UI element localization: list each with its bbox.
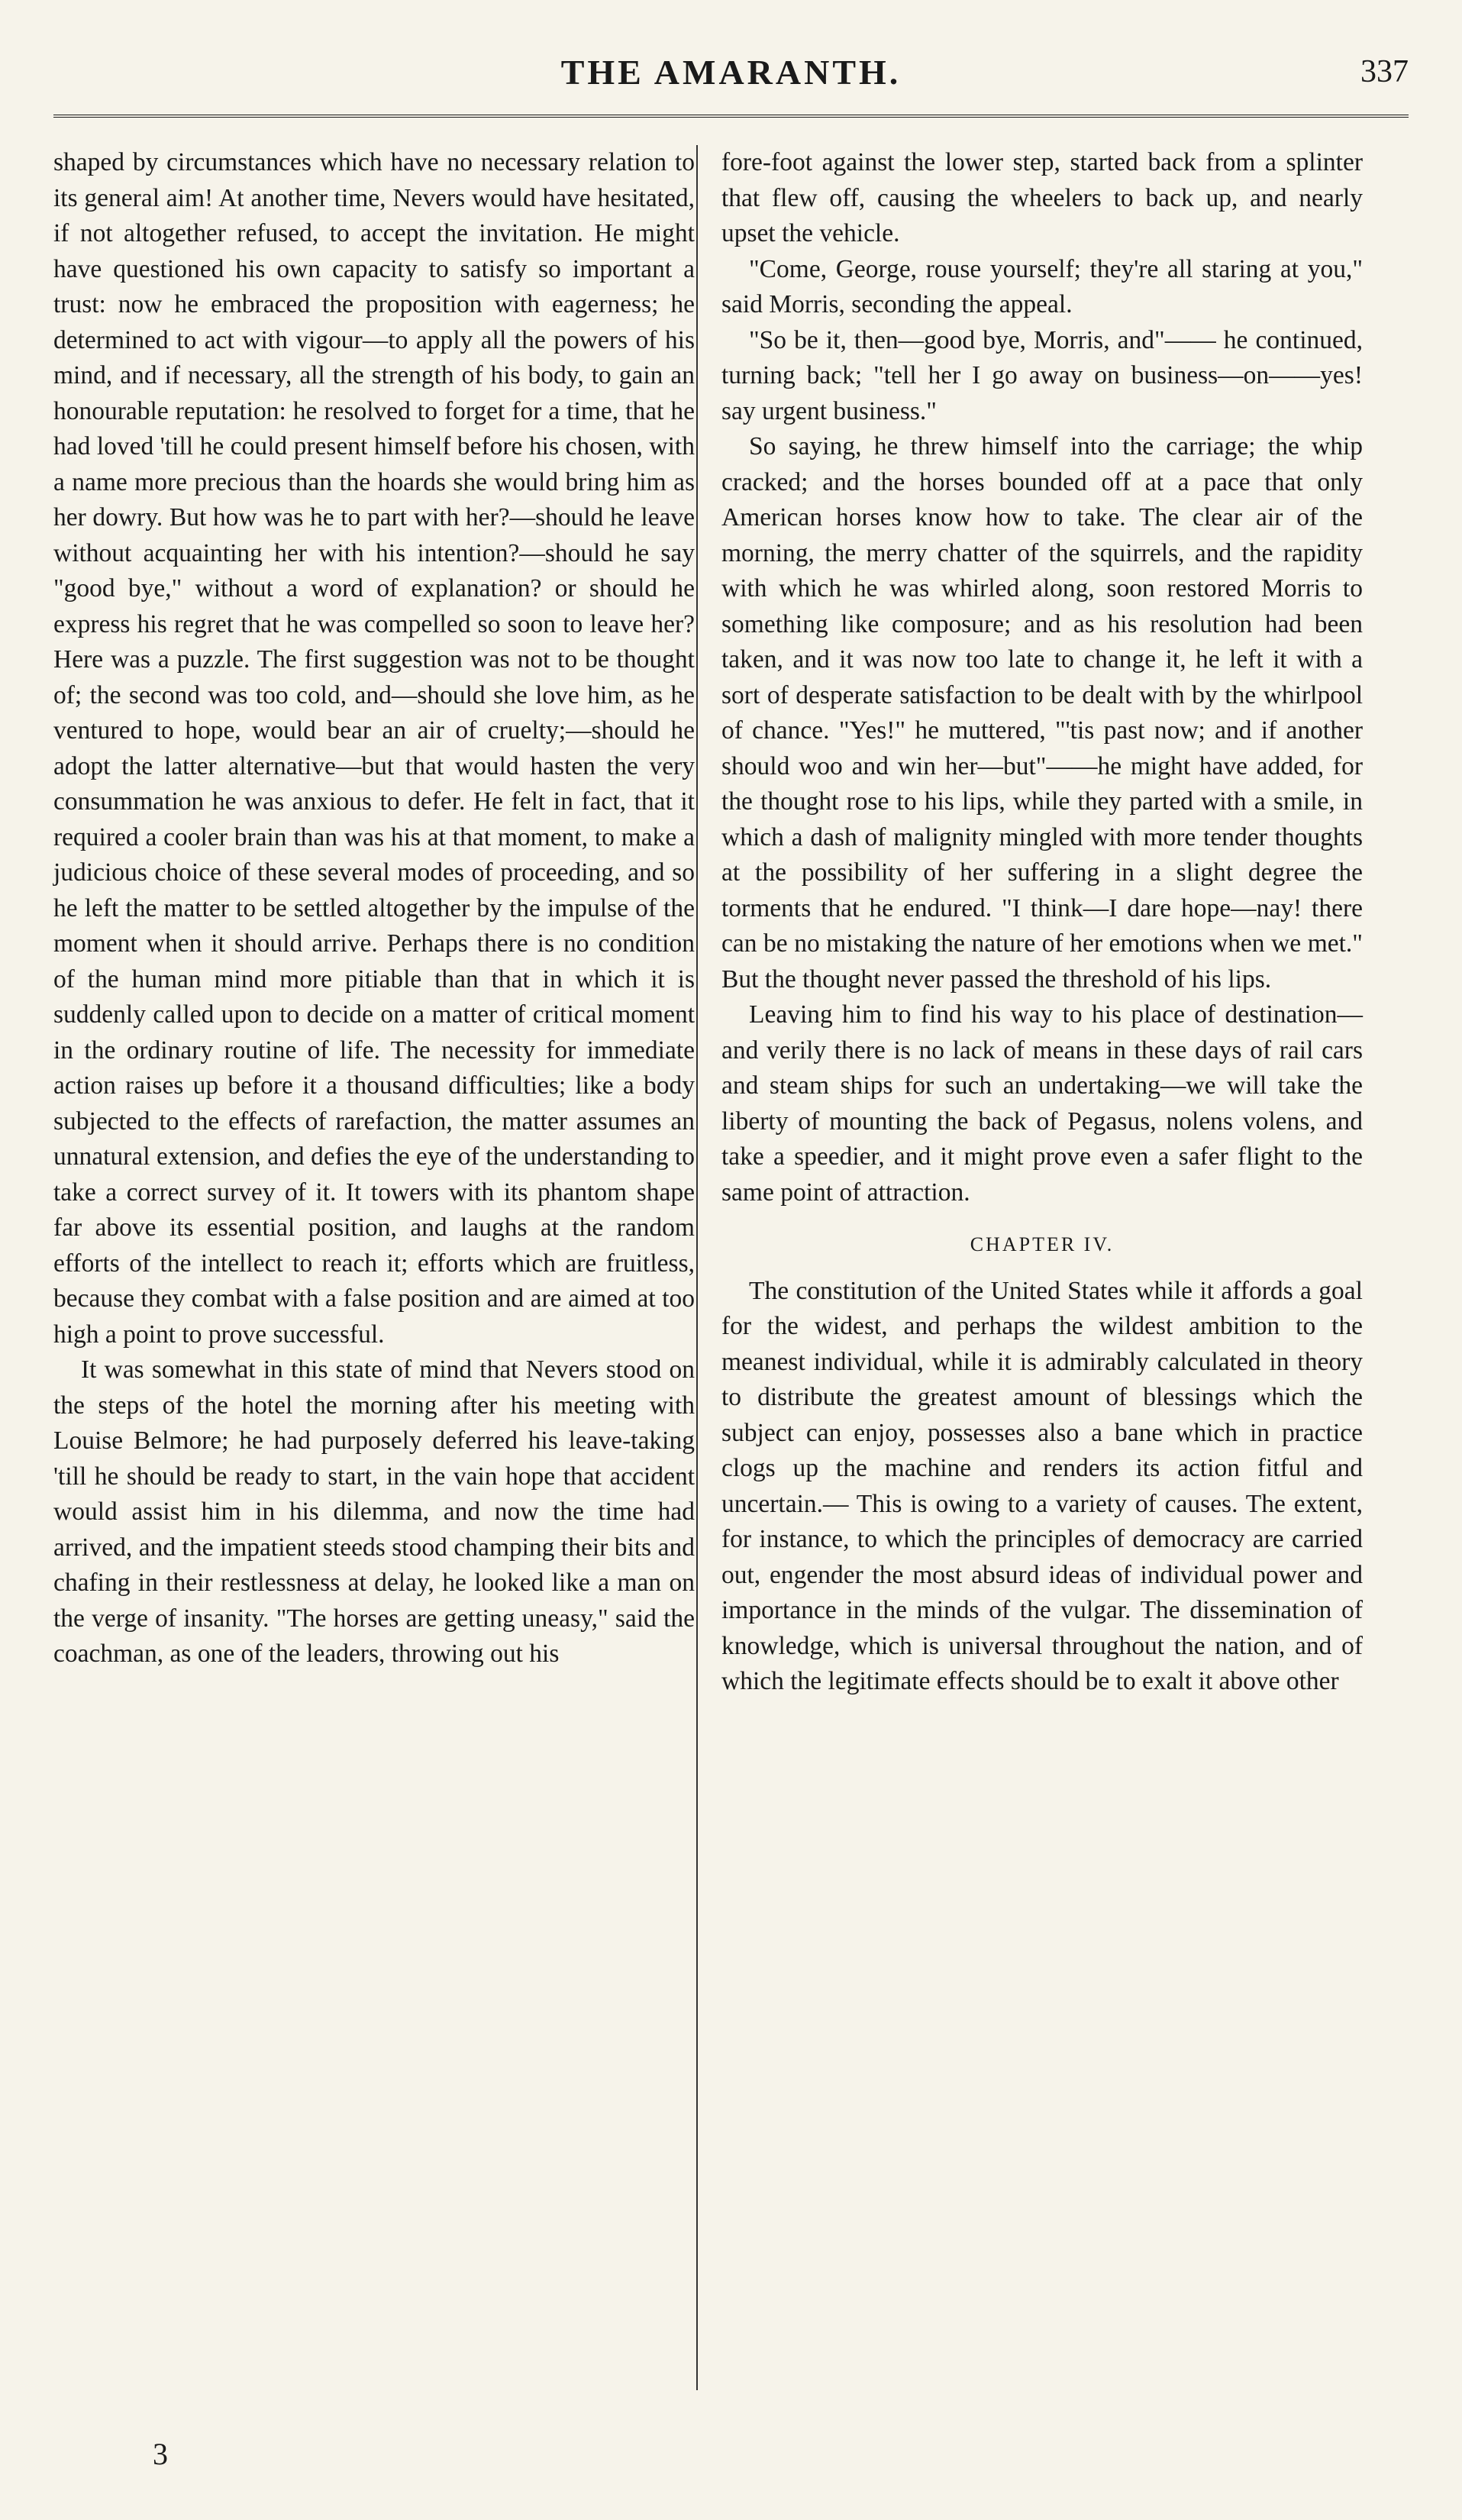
signature-mark: 3 <box>153 2437 168 2471</box>
page-header <box>53 46 1409 99</box>
right-column <box>721 145 1363 1700</box>
page-number: 337 <box>1360 54 1409 89</box>
paragraph: shaped by circumstances which have no necessary relation to its general aim! At another time, Nevers would have hesitated, if not altogether refused, to accept the invitation. He might have questioned his own capacity to satisfy so important a trust: now he embraced the proposition with eagerness; he determined to act with vigour—to apply all the powers of his mind, and if necessary, all the strength of his body, to gain an honourable reputation: he resolved to forget for a time, that he had loved 'till he could present himself before his chosen, with a name more precious than the hoards she would bring him as her dowry. But how was he to part with her?—should he leave without acquainting her with his intention?—should he say "good bye," without a word of explanation? or should he express his regret that he was compelled so soon to leave her? Here was a puzzle. The first suggestion was not to be thought of; the second was too cold, and—should she love him, as he ventured to hope, would bear an air of cruelty;—should he adopt the latter alternative—but that would hasten the very consummation he was anxious to defer. He felt in fact, that it required a cooler brain than was his at that moment, to make a judicious choice of these several modes of proceeding, and so he left the matter to be settled altogether by the impulse of the moment when it should arrive. Perhaps there is no condition of the human mind more pitiable than that in which it is suddenly called upon to decide on a matter of critical moment in the ordinary routine of life. The necessity for immediate action raises up before it a thousand difficulties; like a body subjected to the effects of rarefaction, the matter assumes an unnatural extension, and defies the eye of the understanding to take a correct survey of it. It towers with its phantom shape far above its essential position, and laughs at the random efforts of the intellect to reach it; efforts which are fruitless, because they combat with a false position and are aimed at too high a point to prove successful. <box>53 148 695 1349</box>
paragraph: "Come, George, rouse yourself; they're all staring at you," said Morris, seconding the appeal. <box>721 254 1363 318</box>
paragraph: fore-foot against the lower step, started back from a splinter that flew off, causing the wheelers to back up, and nearly upset the vehicle. <box>721 148 1363 247</box>
paragraph: So saying, he threw himself into the carriage; the whip cracked; and the horses bounded off at a pace that only American horses know how to take. The clear air of the morning, the merry chatter of the squirrels, and the rapidity with which he was whirled along, soon restored Morris to something like composure; and as his resolution had been taken, and it was now too late to change it, he left it with a sort of desperate satisfaction to be dealt with by the whirlpool of chance. "Yes!" he muttered, "'tis past now; and if another should woo and win her—but"——he might have added, for the thought rose to his lips, while they parted with a smile, in which a dash of malignity mingled with more tender thoughts at the possibility of her suffering in a slight degree the torments that he endured. "I think—I dare hope—nay! there can be no mistaking the nature of her emotions when we met." But the thought never passed the threshold of his lips. <box>721 432 1363 993</box>
paragraph: It was somewhat in this state of mind that Nevers stood on the steps of the hotel the morning after his meeting with Louise Belmore; he had purposely deferred his leave-taking 'till he should be ready to start, in the vain hope that accident would assist him in his dilemma, and now the time had arrived, and the impatient steeds stood champing their bits and chafing in their restlessness at delay, he looked like a man on the verge of insanity. "The horses are getting uneasy," said the coachman, as one of the leaders, throwing out his <box>53 1355 695 1668</box>
left-column <box>53 145 695 1672</box>
running-title: THE AMARANTH. <box>560 53 902 92</box>
column-divider <box>696 145 698 2390</box>
chapter-heading: CHAPTER IV. <box>970 1233 1115 1255</box>
header-rule <box>53 115 1409 122</box>
paragraph: The constitution of the United States while it affords a goal for the widest, and perhaps the wildest ambition to the meanest individual, while it is admirably calculated in theory to distribute the greatest amount of blessings which the subject can enjoy, possesses also a bane which in practice clogs up the machine and renders its action fitful and uncertain.— This is owing to a variety of causes. The extent, for instance, to which the principles of democracy are carried out, engender the most absurd ideas of individual power and importance in the minds of the vulgar. The dissemination of knowledge, which is universal throughout the nation, and of which the legitimate effects should be to exalt it above other <box>721 1276 1363 1695</box>
paragraph: Leaving him to find his way to his place of destination—and verily there is no lack of means in these days of rail cars and steam ships for such an undertaking—we will take the liberty of mounting the back of Pegasus, nolens volens, and take a speedier, and it might prove even a safer flight to the same point of attraction. <box>721 1000 1363 1207</box>
paragraph: "So be it, then—good bye, Morris, and"—— he continued, turning back; "tell her I go away on business—on——yes! say urgent business." <box>721 325 1363 425</box>
